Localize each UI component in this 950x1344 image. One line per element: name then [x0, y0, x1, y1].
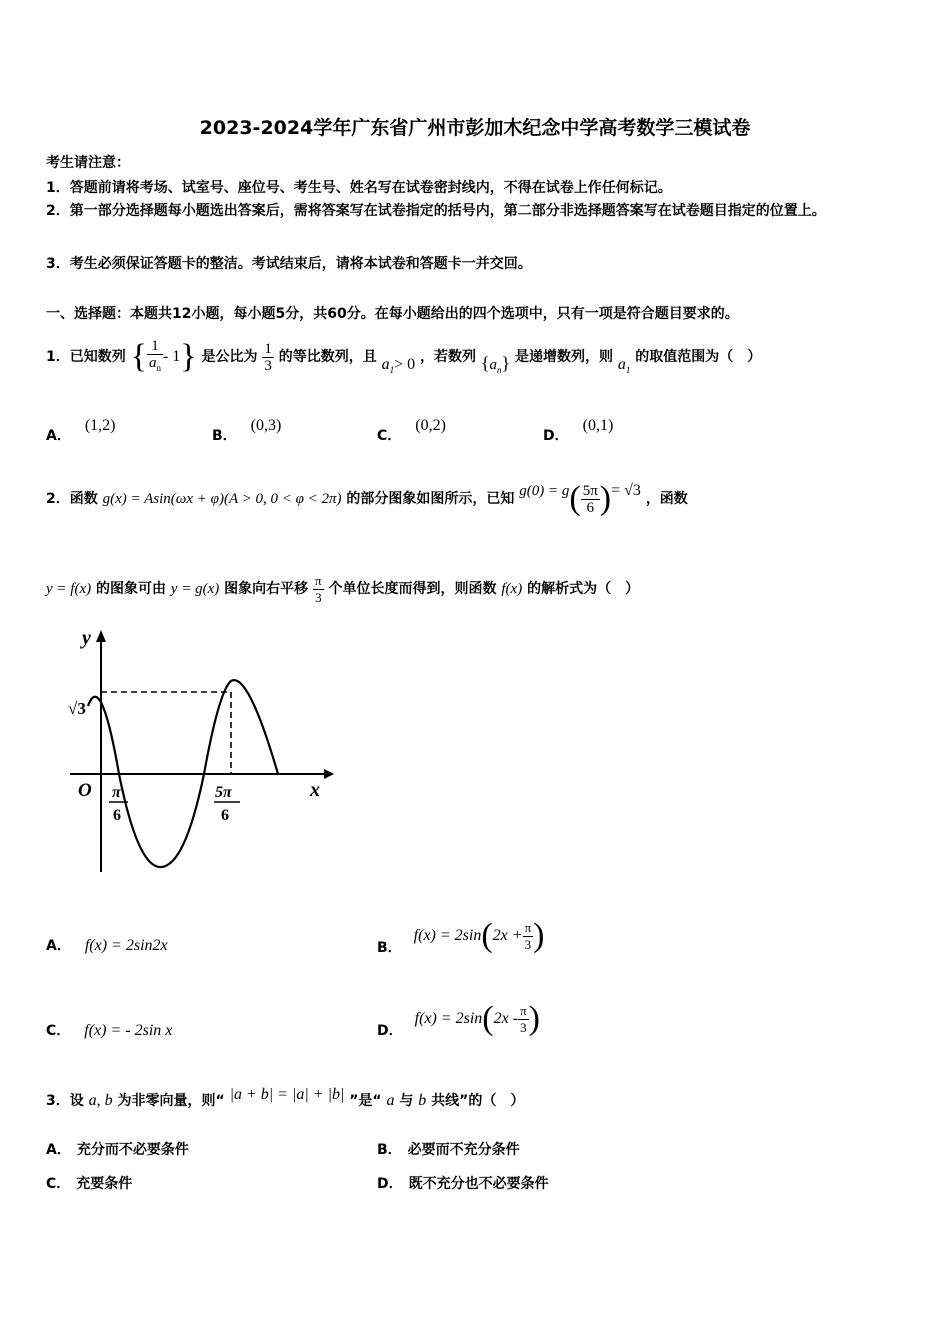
sqrt3-label: √3: [68, 699, 86, 718]
q1-option-b[interactable]: B．(0,3): [212, 417, 282, 444]
y-axis-label: y: [82, 627, 91, 649]
notice-item-2: 2．第一部分选择题每小题选出答案后，需将答案写在试卷指定的括号内，第二部分非选择题答案写在试卷题目指定的位置上。: [46, 203, 826, 219]
q1-option-c[interactable]: C．(0,2): [377, 417, 446, 444]
sine-graph: [62, 626, 342, 876]
question-3-stem: 3．设 a, b 为非零向量，则“ |a + b| = |a| + |b| ”是“ a 与 b 共线”的（ ）: [46, 1086, 525, 1109]
q3-option-b[interactable]: B． 必要而不充分条件: [377, 1142, 520, 1158]
q2-option-d[interactable]: D．f(x) = 2sin(2x - $\frac{\pi}{3}$ ): [377, 1000, 540, 1039]
x-axis-arrow: [324, 769, 334, 779]
q2-option-b[interactable]: B．f(x) = 2sin(2x + $\frac{\pi}{3}$ ): [377, 917, 545, 956]
tick-5pi6-den: 6: [221, 807, 229, 824]
tick-pi6-den: 6: [113, 807, 121, 824]
q1-option-d[interactable]: D．(0,1): [543, 417, 614, 444]
section-heading: 一、选择题：本题共12小题，每小题5分，共60分。在每小题给出的四个选项中，只有一项是符合题目要求的。: [46, 306, 739, 322]
q2-option-a[interactable]: A． f(x) = 2sin2x: [46, 937, 168, 954]
q3-option-c[interactable]: C． 充要条件: [46, 1176, 133, 1192]
q1-ratio: $\frac{1}{3}$: [264, 340, 272, 374]
notice-item-1: 1．答题前请将考场、试室号、座位号、考生号、姓名写在试卷密封线内，不得在试卷上作任何标记。: [46, 180, 672, 196]
question-2-stem-line2: y = f(x) 的图象可由 y = g(x) 图象向右平移 $\frac{\pi}{3}$ 个单位长度而得到，则函数 f(x) 的解析式为（ ）: [46, 572, 640, 605]
tick-pi6-num: π: [112, 784, 121, 801]
origin-label: O: [78, 780, 92, 801]
q2-option-c[interactable]: C． f(x) = - 2sin x: [46, 1022, 173, 1039]
q2-known-fraction: $\frac{5\pi}{6}$: [582, 482, 598, 516]
question-1-stem: 1．已知数列 { $\frac{1}{a_n}$ - 1} 是公比为 $\frac{1}{3}$ 的等比数列，且 $a_1> 0$ ，若数列 $\{a_n\}$ 是递增数列，则 $a_1$ 的取值范围为（ ）: [46, 338, 762, 376]
notice-item-3: 3．考生必须保证答题卡的整洁。考试结束后，请将本试卷和答题卡一并交回。: [46, 256, 532, 272]
page-title: 2023-2024学年广东省广州市彭加木纪念中学高考数学三模试卷: [199, 117, 751, 139]
x-axis-label: x: [310, 779, 320, 801]
tick-5pi6-num: 5π: [215, 784, 232, 801]
y-axis-arrow: [96, 630, 106, 642]
q2-shift-fraction: $\frac{\pi}{3}$: [315, 572, 322, 605]
q1-option-a[interactable]: A．(1,2): [46, 417, 116, 444]
q3-option-d[interactable]: D． 既不充分也不必要条件: [377, 1176, 549, 1192]
q3-option-a[interactable]: A． 充分而不必要条件: [46, 1142, 189, 1158]
question-2-stem: 2．函数 g(x) = Asin(ωx + φ)(A > 0, 0 < φ < 2π) 的部分图象如图所示，已知 g(0) = g( $\frac{5\pi}{6}$ )= √3 ，函数: [46, 480, 688, 517]
q1-fraction: $\frac{1}{a_n}$: [148, 338, 161, 373]
notice-heading: 考生请注意：: [46, 155, 130, 171]
